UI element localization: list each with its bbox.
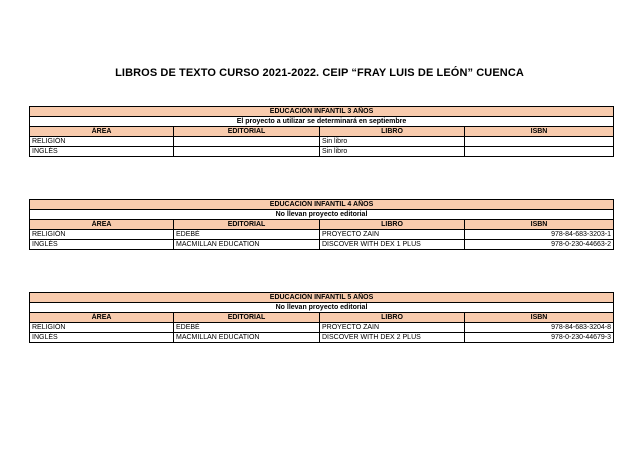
cell-isbn: 978-84-683-3203-1: [465, 230, 614, 240]
column-header-isbn: ISBN: [465, 220, 614, 230]
column-header-isbn: ISBN: [465, 127, 614, 137]
cell-isbn: 978-0-230-44679-3: [465, 333, 614, 343]
cell-area: INGLÉS: [30, 240, 174, 250]
page-title: LIBROS DE TEXTO CURSO 2021-2022. CEIP “FRAY LUIS DE LEÓN” CUENCA: [115, 67, 524, 79]
section-note: No llevan proyecto editorial: [30, 210, 614, 220]
cell-editorial: EDEBÉ: [174, 323, 320, 333]
column-header-area: ÁREA: [30, 127, 174, 137]
table-row: [30, 137, 614, 147]
section-note: El proyecto a utilizar se determinará en septiembre: [30, 117, 614, 127]
table-infantil-5: [29, 292, 614, 343]
table-row: [30, 240, 614, 250]
cell-area: RELIGIÓN: [30, 323, 174, 333]
table-infantil-4: [29, 199, 614, 250]
column-header-libro: LIBRO: [320, 220, 465, 230]
column-header-area: ÁREA: [30, 313, 174, 323]
column-header-editorial: EDITORIAL: [174, 127, 320, 137]
cell-area: RELIGIÓN: [30, 137, 174, 147]
column-header-libro: LIBRO: [320, 313, 465, 323]
section-heading: EDUCACIÓN INFANTIL 5 AÑOS: [30, 293, 614, 303]
table-infantil-3: [29, 106, 614, 157]
table-row: [30, 333, 614, 343]
column-header-isbn: ISBN: [465, 313, 614, 323]
cell-libro: DISCOVER WITH DEX 1 PLUS: [320, 240, 465, 250]
cell-isbn: 978-0-230-44663-2: [465, 240, 614, 250]
cell-area: INGLÉS: [30, 147, 174, 157]
column-header-editorial: EDITORIAL: [174, 313, 320, 323]
cell-area: RELIGIÓN: [30, 230, 174, 240]
cell-editorial: [174, 147, 320, 157]
cell-area: INGLÉS: [30, 333, 174, 343]
column-header-editorial: EDITORIAL: [174, 220, 320, 230]
cell-libro: Sin libro: [320, 137, 465, 147]
cell-isbn: [465, 137, 614, 147]
table-row: [30, 230, 614, 240]
column-header-area: ÁREA: [30, 220, 174, 230]
section-note: No llevan proyecto editorial: [30, 303, 614, 313]
table-row: [30, 323, 614, 333]
section-heading: EDUCACIÓN INFANTIL 4 AÑOS: [30, 200, 614, 210]
cell-isbn: [465, 147, 614, 157]
cell-libro: PROYECTO ZAIN: [320, 230, 465, 240]
cell-libro: Sin libro: [320, 147, 465, 157]
cell-libro: PROYECTO ZAIN: [320, 323, 465, 333]
cell-editorial: EDEBÉ: [174, 230, 320, 240]
cell-editorial: MACMILLAN EDUCATION: [174, 333, 320, 343]
section-heading: EDUCACIÓN INFANTIL 3 AÑOS: [30, 107, 614, 117]
cell-isbn: 978-84-683-3204-8: [465, 323, 614, 333]
column-header-libro: LIBRO: [320, 127, 465, 137]
table-row: [30, 147, 614, 157]
cell-editorial: MACMILLAN EDUCATION: [174, 240, 320, 250]
cell-libro: DISCOVER WITH DEX 2 PLUS: [320, 333, 465, 343]
cell-editorial: [174, 137, 320, 147]
